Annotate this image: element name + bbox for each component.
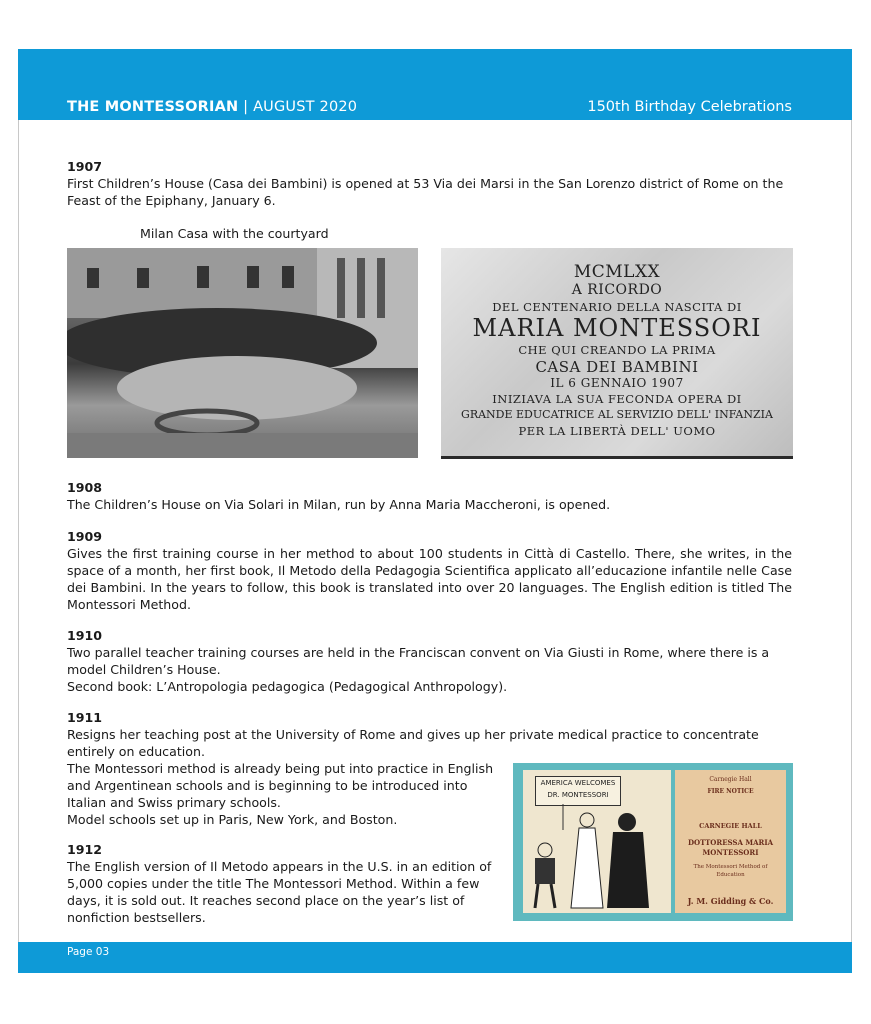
plaque-line-7: IL 6 GENNAIO 1907 (550, 376, 684, 390)
plaque-line-2: A RICORDO (571, 282, 663, 298)
entry-1911-text: Resigns her teaching post at the University of Rome and gives up her private medical practice to concentrate entirely on education. (67, 727, 759, 759)
newsletter-issue: | AUGUST 2020 (238, 99, 358, 115)
courtyard-photo (67, 248, 418, 458)
entry-1909-text: Gives the first training course in her method to about 100 students in Città di Castello. There, she writes, in the space of a month, her first book, Il Metodo della Pedagogia Scientifica applicato all’educazione infantile nelle Case dei Bambini. In the years to follow, this book is translated into over 20 languages. The English edition is titled The Montessori Method. (67, 546, 792, 612)
year-1910: 1910 (67, 628, 103, 643)
newsletter-title (67, 99, 357, 115)
entry-1911-method-text: The Montessori method is already being put into practice in English and Argentinean schools and is beginning to be introduced into Italian and Swiss primary schools. (67, 761, 494, 810)
year-1909: 1909 (67, 529, 103, 544)
cartoon-sign-line-1: AMERICA WELCOMES (540, 779, 616, 787)
plaque-line-8: INIZIAVA LA SUA FECONDA OPERA DI (492, 392, 742, 406)
commemorative-plaque-photo (441, 248, 793, 459)
program-line-8: J. M. Gidding & Co. (687, 896, 774, 906)
cartoon-and-program-image (513, 763, 793, 921)
entry-1910 (67, 627, 792, 695)
year-1912: 1912 (67, 842, 103, 857)
entry-1911 (67, 709, 792, 760)
header-section-title: 150th Birthday Celebrations (587, 99, 792, 115)
cartoon-sign-line-2: DR. MONTESSORI (547, 791, 609, 799)
entry-1912 (67, 841, 503, 926)
year-1911: 1911 (67, 710, 103, 725)
newsletter-name: THE MONTESSORIAN (67, 99, 239, 115)
plaque-line-5: CHE QUI CREANDO LA PRIMA (518, 343, 716, 357)
entry-1910-second-book: Second book: L’Antropologia pedagogica (Pedagogical Anthropology). (67, 679, 508, 694)
program-line-2: FIRE NOTICE (707, 788, 754, 795)
program-line-6: The Montessori Method of (693, 864, 768, 870)
program-line-1: Carnegie Hall (709, 776, 752, 783)
welcome-cartoon (523, 770, 671, 913)
footer-bar (18, 942, 852, 973)
year-1908: 1908 (67, 480, 103, 495)
plaque-line-10: PER LA LIBERTÀ DELL' UOMO (518, 424, 716, 438)
entry-1912-text: The English version of Il Metodo appears in the U.S. in an edition of 5,000 copies under the title The Montessori Method. Within a few days, it is sold out. It reaches second place on the year’s list of nonfiction bestsellers. (67, 859, 492, 925)
entry-1908-text: The Children’s House on Via Solari in Milan, run by Anna Maria Maccheroni, is opened. (67, 497, 611, 512)
plaque-line-1: MCMLXX (573, 262, 661, 282)
entry-1911-continued (67, 760, 497, 828)
carnegie-hall-program (675, 770, 786, 913)
plaque-line-6: CASA DEI BAMBINI (535, 358, 699, 376)
entry-1907-text: First Children’s House (Casa dei Bambini) is opened at 53 Via dei Marsi in the San Lorenzo district of Rome on the Feast of the Epiphany, January 6. (67, 176, 784, 208)
program-line-7: Education (716, 872, 745, 878)
page-number: Page 03 (67, 946, 110, 958)
plaque-line-9: GRANDE EDUCATRICE AL SERVIZIO DELL' INFANZIA (461, 408, 773, 421)
courtyard-illustration (67, 248, 418, 458)
year-1907: 1907 (67, 159, 103, 174)
entry-1908 (67, 479, 792, 513)
photo-caption: Milan Casa with the courtyard (140, 226, 329, 241)
plaque-line-4: MARIA MONTESSORI (472, 314, 762, 342)
program-line-4: DOTTORESSA MARIA (687, 838, 774, 847)
entry-1911-model-schools: Model schools set up in Paris, New York, and Boston. (67, 812, 398, 827)
entry-1907 (67, 158, 792, 209)
entry-1910-text: Two parallel teacher training courses are held in the Franciscan convent on Via Giusti in Rome, where there is a model Children’s House. (67, 645, 770, 677)
plaque-line-3: DEL CENTENARIO DELLA NASCITA DI (492, 300, 742, 314)
cartoon-figures (523, 770, 671, 913)
entry-1909 (67, 528, 792, 613)
program-line-3: CARNEGIE HALL (699, 822, 762, 830)
program-line-5: MONTESSORI (702, 848, 759, 857)
